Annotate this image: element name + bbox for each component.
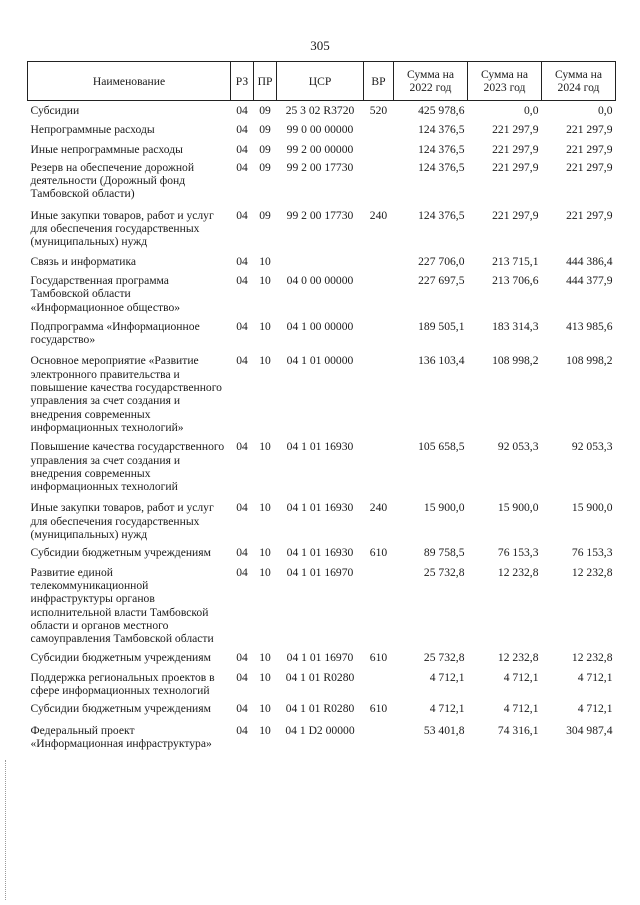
header-sum-2023: Сумма на 2023 год [468,62,542,101]
row-name: Субсидии бюджетным учреждениям [30,651,211,665]
row-rz: 04 [236,160,248,174]
row-pr: 10 [259,354,271,368]
row-pr: 10 [259,273,271,287]
row-csr: 04 1 01 16970 [286,651,354,665]
row-csr: 04 1 01 16930 [286,546,354,560]
row-sum-2024: 76 153,3 [571,546,613,560]
row-csr: 99 2 00 00000 [286,142,354,156]
row-csr [277,249,364,268]
header-vr: ВР [364,62,394,101]
row-sum-2024: 444 377,9 [566,273,613,287]
row-name: Основное мероприятие «Развитие электронного правительства и повышение качества государственного управления за счет создания и внедрения современных информационных технологий» [30,354,222,434]
row-sum-2023: 0,0 [524,104,539,117]
row-rz: 04 [236,123,248,137]
row-vr [364,268,394,314]
row-sum-2024: 4 712,1 [577,702,613,716]
row-pr: 10 [259,440,271,454]
row-rz: 04 [236,670,248,684]
table-row [28,645,616,664]
row-sum-2023: 221 297,9 [492,160,539,174]
row-pr: 10 [259,702,271,716]
table-row [28,560,616,646]
row-vr [364,434,394,493]
table-row [28,156,616,201]
row-sum-2022: 124 376,5 [418,123,465,137]
row-sum-2022: 124 376,5 [418,160,465,174]
row-sum-2023: 76 153,3 [497,546,539,560]
row-name: Связь и информатика [30,254,137,268]
row-sum-2022: 124 376,5 [418,142,465,156]
row-sum-2024: 444 386,4 [566,254,613,268]
row-pr: 10 [259,501,271,515]
row-vr: 240 [369,501,388,515]
table-header-row [28,62,616,101]
row-csr: 04 1 00 00000 [286,319,354,333]
row-rz: 04 [236,104,248,117]
row-csr: 04 1 01 16930 [286,440,354,454]
row-pr: 10 [259,565,271,579]
header-sum-2024: Сумма на 2024 год [542,62,616,101]
row-name: Субсидии бюджетным учреждениям [30,702,211,716]
row-vr [364,665,394,698]
row-sum-2023: 221 297,9 [492,142,539,156]
row-sum-2022: 15 900,0 [423,501,465,515]
row-csr: 25 3 02 R3720 [285,104,355,117]
row-name: Повышение качества государственного управления за счет создания и внедрения современных информационных технологий [30,440,225,494]
row-csr: 04 0 00 00000 [286,273,354,287]
row-rz: 04 [236,273,248,287]
row-sum-2022: 425 978,6 [418,104,465,117]
row-vr [364,249,394,268]
row-csr: 99 0 00 00000 [286,123,354,137]
row-vr [364,314,394,347]
row-pr: 10 [259,319,271,333]
table-row [28,314,616,347]
row-rz: 04 [236,254,248,268]
row-sum-2024: 4 712,1 [577,670,613,684]
row-sum-2023: 12 232,8 [497,651,539,665]
row-sum-2024: 15 900,0 [571,501,613,515]
row-sum-2022: 227 697,5 [418,273,465,287]
header-rz: РЗ [231,62,254,101]
row-pr: 10 [259,254,271,268]
row-vr: 610 [369,546,388,560]
row-pr: 10 [259,723,271,737]
row-sum-2022: 89 758,5 [423,546,465,560]
row-name: Иные непрограммные расходы [30,142,183,156]
table-row [28,346,616,434]
row-sum-2023: 74 316,1 [497,723,539,737]
table-row [28,137,616,156]
page-number: 305 [310,38,330,53]
row-vr: 610 [369,651,388,665]
row-name: Поддержка региональных проектов в сфере информационных технологий [30,670,215,697]
row-vr [364,716,394,751]
row-pr: 09 [259,142,271,156]
row-pr: 09 [259,104,271,117]
row-sum-2022: 124 376,5 [418,208,465,222]
row-vr: 520 [369,104,388,117]
table-row [28,493,616,541]
scan-edge-marks [5,760,7,900]
row-vr [364,137,394,156]
row-vr [364,346,394,434]
row-sum-2022: 136 103,4 [418,354,465,368]
row-vr [364,156,394,201]
row-name: Иные закупки товаров, работ и услуг для обеспечения государственных (муниципальных) нужд [30,208,214,249]
row-sum-2022: 25 732,8 [423,651,465,665]
row-rz: 04 [236,319,248,333]
row-sum-2023: 108 998,2 [492,354,539,368]
row-csr: 04 1 01 16930 [286,501,354,515]
row-sum-2024: 12 232,8 [571,651,613,665]
table-row [28,249,616,268]
row-csr: 99 2 00 17730 [286,160,354,174]
row-sum-2023: 221 297,9 [492,208,539,222]
row-sum-2023: 92 053,3 [497,440,539,454]
row-rz: 04 [236,546,248,560]
row-csr: 04 1 01 16970 [286,565,354,579]
row-name: Субсидии [30,104,80,117]
budget-table [27,61,616,750]
row-rz: 04 [236,142,248,156]
row-sum-2023: 4 712,1 [503,702,539,716]
header-name: Наименование [28,62,231,101]
row-vr [364,117,394,136]
header-csr: ЦСР [277,62,364,101]
row-rz: 04 [236,702,248,716]
row-sum-2022: 4 712,1 [429,670,465,684]
row-sum-2022: 105 658,5 [418,440,465,454]
row-name: Непрограммные расходы [30,123,155,137]
row-vr [364,560,394,646]
row-pr: 10 [259,651,271,665]
row-sum-2024: 0,0 [598,104,613,117]
row-sum-2023: 15 900,0 [497,501,539,515]
row-sum-2024: 12 232,8 [571,565,613,579]
row-name: Иные закупки товаров, работ и услуг для обеспечения государственных (муниципальных) нужд [30,501,214,542]
row-rz: 04 [236,440,248,454]
row-rz: 04 [236,501,248,515]
table-row [28,697,616,715]
row-sum-2022: 53 401,8 [423,723,465,737]
table-row [28,434,616,493]
row-sum-2022: 25 732,8 [423,565,465,579]
table-row [28,665,616,698]
table-row [28,716,616,751]
row-sum-2022: 189 505,1 [418,319,465,333]
row-sum-2023: 12 232,8 [497,565,539,579]
row-csr: 04 1 D2 00000 [285,723,355,737]
row-name: Подпрограмма «Информационное государство» [30,319,200,347]
row-sum-2024: 413 985,6 [566,319,613,333]
row-rz: 04 [236,208,248,222]
row-name: Развитие единой телекоммуникационной инфраструктуры органов исполнительной власти Тамбовской области и органов местного самоуправления Тамбовской области [30,565,214,646]
table-row [28,117,616,136]
row-sum-2023: 213 715,1 [492,254,539,268]
row-vr: 610 [369,702,388,716]
row-sum-2024: 221 297,9 [566,142,613,156]
row-name: Субсидии бюджетным учреждениям [30,546,211,560]
header-sum-2022: Сумма на 2022 год [394,62,468,101]
row-csr: 04 1 01 R0280 [285,702,355,716]
row-pr: 09 [259,160,271,174]
row-pr: 09 [259,123,271,137]
table-row [28,101,616,118]
row-sum-2024: 304 987,4 [566,723,613,737]
row-sum-2022: 227 706,0 [418,254,465,268]
row-sum-2024: 108 998,2 [566,354,613,368]
row-sum-2022: 4 712,1 [429,702,465,716]
row-pr: 10 [259,670,271,684]
row-csr: 04 1 01 R0280 [285,670,355,684]
row-rz: 04 [236,354,248,368]
row-pr: 09 [259,208,271,222]
row-vr: 240 [369,208,388,222]
row-sum-2023: 183 314,3 [492,319,539,333]
row-name: Резерв на обеспечение дорожной деятельности (Дорожный фонд Тамбовской области) [30,160,195,201]
row-sum-2023: 221 297,9 [492,123,539,137]
table-row [28,541,616,559]
row-csr: 99 2 00 17730 [286,208,354,222]
row-sum-2023: 4 712,1 [503,670,539,684]
row-sum-2024: 221 297,9 [566,208,613,222]
row-name: Федеральный проект «Информационная инфраструктура» [30,723,212,750]
row-rz: 04 [236,723,248,737]
row-sum-2023: 213 706,6 [492,273,539,287]
row-name: Государственная программа Тамбовской области «Информационное общество» [30,273,181,314]
table-row [28,268,616,314]
row-rz: 04 [236,565,248,579]
row-sum-2024: 92 053,3 [571,440,613,454]
row-rz: 04 [236,651,248,665]
row-sum-2024: 221 297,9 [566,160,613,174]
row-sum-2024: 221 297,9 [566,123,613,137]
row-csr: 04 1 01 00000 [286,354,354,368]
header-pr: ПР [254,62,277,101]
table-row [28,201,616,249]
row-pr: 10 [259,546,271,560]
